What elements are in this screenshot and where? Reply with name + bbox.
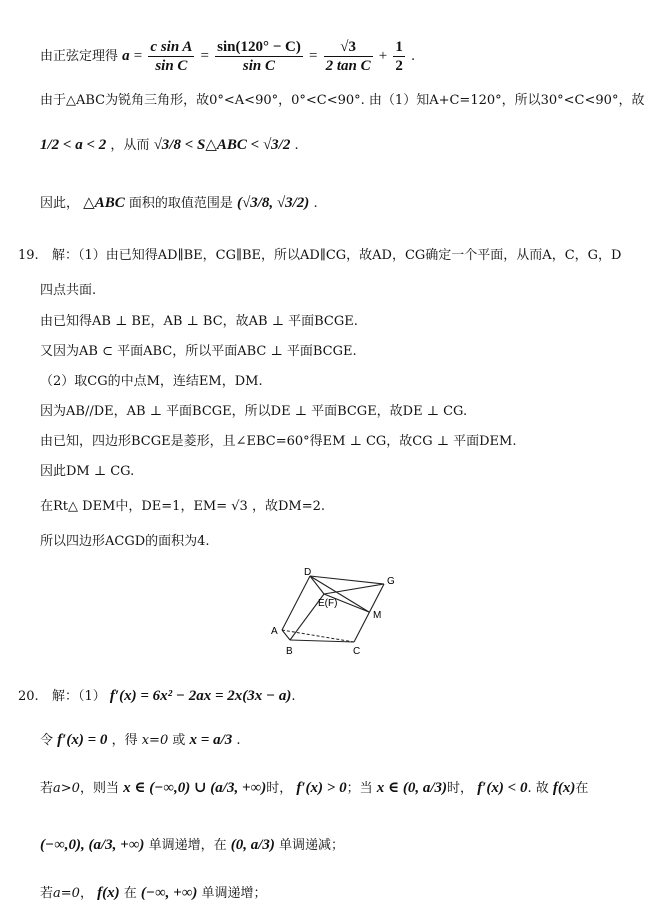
label-D: D [304, 567, 312, 578]
edge-DE [310, 576, 324, 594]
acute-triangle-line: 由于△ABC为锐角三角形，故0°<A<90°，0°<C<90°. 由（1）知A+C=120°，所以30°<C<90°，故 [40, 93, 645, 108]
sine-rule-prefix: 由正弦定理得 [40, 49, 119, 64]
increasing-intervals: (−∞,0), (a/3, +∞) [40, 837, 145, 853]
prism-figure [262, 566, 412, 668]
area-range-conclusion: 因此， △ABC 面积的取值范围是 (√3/8, √3/2) . [40, 195, 318, 211]
label-M: M [373, 610, 382, 621]
q20-line-2: 令 f′(x) = 0 ，得 x=0 或 x = a/3 . [40, 732, 241, 748]
q19-line-3: 由已知得AB ⊥ BE，AB ⊥ BC，故AB ⊥ 平面BCGE. [40, 314, 358, 329]
edge-BC [290, 640, 354, 642]
area-interval: (√3/8, √3/2) [237, 195, 310, 211]
increasing-set: x ∈ (−∞,0) ∪ (a/3, +∞) [123, 780, 267, 796]
derivative-expr: f′(x) = 6x² − 2ax = 2x(3x − a) [109, 688, 292, 704]
q19-line-5: （2）取CG的中点M，连结EM，DM. [40, 374, 263, 389]
sine-rule-line: 由正弦定理得 a = $\frac{\text{c sin A}}{\text{sin C}}$ = $\frac{\sin(120^\circ - C)}{\text{sin C}}$ = $\frac{√3}{\text{2 tan C}}$ + $\frac{1}{2}$ . [40, 39, 416, 74]
all-reals: (−∞, +∞) [140, 885, 198, 901]
label-C: C [353, 646, 361, 657]
q20-line-4: (−∞,0), (a/3, +∞) 单调递增，在 (0, a/3) 单调递减； [40, 837, 345, 853]
a-range-line: 1/2 < a < 2 ，从而 √3/8 < S△ABC < √3/2 . [40, 137, 299, 153]
label-A: A [271, 626, 278, 637]
q19-line-2: 四点共面. [40, 283, 97, 298]
derivative-zero: f′(x) = 0 [57, 732, 108, 748]
q20-line-1: 20. 解：（1） f′(x) = 6x² − 2ax = 2x(3x − a). [18, 688, 296, 704]
decreasing-set: x ∈ (0, a/3) [376, 780, 448, 796]
fraction-one-half: $\frac{1}{2}$ [395, 39, 403, 74]
label-B: B [286, 646, 293, 657]
equals-2: = [200, 48, 209, 64]
q19-line-4: 又因为AB ⊂ 平面ABC，所以平面ABC ⊥ 平面BCGE. [40, 344, 357, 359]
edge-DA [282, 576, 310, 630]
q19-number: 19. [18, 248, 39, 263]
q20-line-3: 若a>0，则当 x ∈ (−∞,0) ∪ (a/3, +∞)时， f′(x) > 0；当 x ∈ (0, a/3)时， f′(x) < 0. 故 f(x)在 [40, 780, 589, 796]
label-G: G [387, 576, 395, 587]
q19-line-8: 因此DM ⊥ CG. [40, 464, 135, 479]
edge-EG [324, 584, 384, 594]
fraction-root3-over-2tanC: $\frac{√3}{\text{2 tan C}}$ [325, 39, 371, 74]
q19-line-7: 由已知，四边形BCGE是菱形，且∠EBC=60°得EM ⊥ CG，故CG ⊥ 平面DEM. [40, 434, 517, 449]
area-bounds: √3/8 < S△ABC < √3/2 [153, 137, 291, 153]
var-a: a [122, 48, 130, 64]
a-range: 1/2 < a < 2 [40, 137, 107, 153]
label-EF: E(F) [318, 598, 338, 609]
q19-line-1: 19. 解：（1）由已知得AD∥BE，CG∥BE，所以AD∥CG，故AD，CG确定一个平面，从而A，C，G，D [18, 248, 622, 263]
plus-sign: + [378, 48, 388, 64]
fraction-sin120minusC: $\frac{\sin(120^\circ - C)}{\text{sin C}}$ [217, 39, 301, 74]
q20-line-5: 若a=0， f(x) 在 (−∞, +∞) 单调递增； [40, 885, 267, 901]
root-a-over-3: x = a/3 [189, 732, 233, 748]
decreasing-interval: (0, a/3) [230, 837, 275, 853]
q19-line-10: 所以四边形ACGD的面积为4. [40, 534, 210, 549]
fraction-c-sinA-over-sinC: $\frac{\text{c sin A}}{\text{sin C}}$ [150, 39, 193, 74]
equals-3: = [308, 48, 318, 64]
q19-line-9: 在Rt△ DEM中，DE=1，EM= √3 ，故DM=2. [40, 499, 325, 514]
equals-1: = [133, 48, 143, 64]
q20-number: 20. [18, 689, 39, 704]
q19-line-6: 因为AB//DE，AB ⊥ 平面BCGE，所以DE ⊥ 平面BCGE，故DE ⊥ CG. [40, 404, 468, 419]
triangle-abc: △ABC [83, 195, 125, 211]
